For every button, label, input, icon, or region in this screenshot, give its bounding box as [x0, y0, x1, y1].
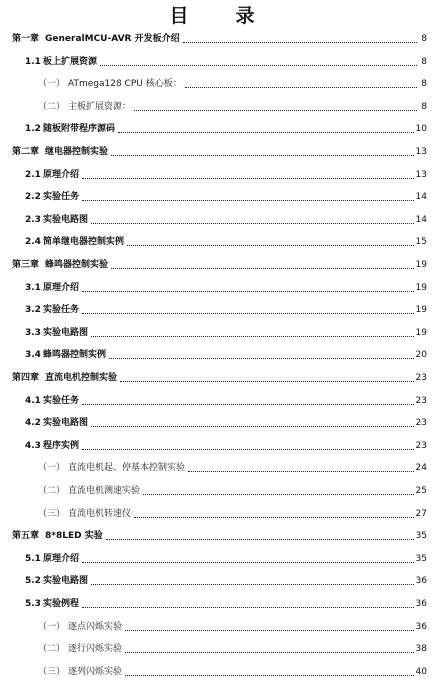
toc-entry-number: 2.4: [25, 237, 41, 248]
toc-entry-label: [0, 508, 131, 520]
toc-entry-label: [0, 485, 140, 497]
toc-entry-text: 蜂鸣器控制实验: [45, 260, 109, 270]
toc-entry-text: 原理介绍: [43, 282, 80, 293]
dot-leader: [82, 291, 414, 292]
toc-subsection-entry[interactable]: [0, 504, 438, 520]
dot-leader: [134, 110, 417, 111]
toc-entry-text: 板上扩展资源: [43, 56, 98, 67]
toc-entry-number: 3.2: [25, 305, 41, 316]
toc-entry-label: [0, 169, 79, 181]
toc-page-number: 40: [415, 666, 427, 677]
dot-leader: [106, 539, 414, 540]
toc-entry-label: [0, 56, 97, 68]
toc-page-number: 19: [415, 260, 427, 270]
toc-entry-text: 直流电机测速实验: [68, 486, 141, 496]
toc-entry-label: [0, 598, 79, 610]
toc-entry-text: 原理介绍: [43, 169, 80, 180]
toc-entry-number: 第五章: [12, 531, 40, 542]
dot-leader: [91, 336, 414, 337]
toc-entry-text: 简单继电器控制实例: [43, 237, 125, 248]
toc-section-entry[interactable]: [0, 413, 438, 429]
toc-entry-number: （二）: [38, 486, 66, 496]
dot-leader: [91, 223, 414, 224]
toc-entry-number: 4.2: [25, 418, 41, 429]
toc-entry-text: GeneralMCU-AVR 开发板介绍: [45, 34, 180, 44]
toc-page-number: 36: [415, 576, 427, 587]
toc-entry-text: 实验任务: [43, 192, 80, 203]
toc-entry-label: [0, 643, 122, 655]
dot-leader: [82, 200, 414, 201]
dot-leader: [125, 652, 414, 653]
toc-entry-number: （三）: [38, 508, 66, 519]
toc-entry-number: （二）: [38, 644, 66, 655]
toc-entry-number: 2.3: [25, 214, 41, 225]
toc-entry-text: ATmega128 CPU 核心板：: [68, 79, 182, 90]
toc-subsection-entry[interactable]: [0, 458, 438, 474]
toc-page-number: 35: [415, 553, 427, 564]
toc-page-number: 35: [415, 531, 427, 542]
toc-section-entry[interactable]: [0, 52, 438, 68]
toc-section-entry[interactable]: [0, 549, 438, 565]
toc-entry-number: （一）: [38, 621, 66, 632]
toc-entry-text: 主板扩展资源：: [68, 101, 132, 112]
toc-entry-label: [0, 282, 79, 294]
dot-leader: [134, 517, 414, 518]
toc-entry-number: 第四章: [12, 373, 40, 383]
toc-entry-label: [0, 666, 122, 678]
toc-page-number: 23: [415, 440, 427, 451]
toc-entry-text: 直流电机起、停基本控制实验: [68, 463, 186, 474]
toc-page-number: 38: [415, 644, 427, 655]
toc-chapter-entry[interactable]: [0, 255, 438, 271]
toc-entry-text: 8*8LED 实验: [45, 531, 103, 542]
dot-leader: [120, 381, 414, 382]
toc-entry-number: 2.2: [25, 192, 41, 203]
toc-page-number: 36: [415, 599, 427, 609]
toc-entry-number: 5.2: [25, 576, 41, 587]
toc-entry-text: 实验电路图: [43, 418, 89, 429]
toc-entry-text: 逐列闪烁实验: [68, 666, 123, 677]
toc-entry-number: （一）: [38, 79, 66, 90]
toc-entry-label: [0, 440, 79, 452]
toc-entry-label: [0, 621, 122, 633]
toc-entry-text: 直流电机控制实验: [45, 373, 118, 383]
toc-entry-label: [0, 575, 88, 587]
toc-page-number: 8: [421, 101, 427, 112]
toc-chapter-entry[interactable]: [0, 142, 438, 158]
toc-entry-number: （一）: [38, 463, 66, 474]
toc-section-entry[interactable]: [0, 571, 438, 587]
dot-leader: [82, 607, 414, 608]
dot-leader: [183, 42, 417, 43]
toc-entry-number: 第一章: [12, 34, 40, 44]
toc-section-entry[interactable]: [0, 278, 438, 294]
toc-entry-label: [0, 236, 124, 248]
dot-leader: [185, 87, 417, 88]
toc-entry-label: [0, 372, 117, 384]
toc-entry-text: 实验电路图: [43, 214, 89, 225]
toc-entry-number: 2.1: [25, 169, 41, 180]
toc-entry-text: 实验任务: [43, 395, 80, 406]
toc-entry-text: 程序实例: [43, 440, 80, 451]
toc-entry-label: [0, 304, 79, 316]
toc-section-entry[interactable]: [0, 391, 438, 407]
dot-leader: [82, 449, 414, 450]
toc-page-number: 8: [421, 79, 427, 90]
toc-entry-label: [0, 553, 79, 565]
toc-entry-text: 原理介绍: [43, 553, 80, 564]
dot-leader: [111, 268, 414, 269]
toc-title: 目 录: [169, 5, 269, 27]
toc-entry-label: [0, 146, 108, 158]
dot-leader: [118, 132, 414, 133]
dot-leader: [82, 313, 414, 314]
toc-entry-text: 随板附带程序源码: [43, 124, 116, 135]
toc-entry-label: [0, 101, 131, 113]
toc-section-entry[interactable]: [0, 594, 438, 610]
toc-entry-text: 继电器控制实验: [45, 147, 109, 157]
toc-entry-number: （二）: [38, 101, 66, 112]
toc-section-entry[interactable]: [0, 323, 438, 339]
toc-entry-number: 第三章: [12, 260, 40, 270]
toc-page-number: 19: [415, 305, 427, 316]
toc-page-number: 19: [415, 327, 427, 338]
toc-page-number: 13: [415, 147, 427, 157]
toc-entry-text: 逐点闪烁实验: [68, 621, 123, 632]
toc-subsection-entry[interactable]: [0, 481, 438, 497]
toc-subsection-entry[interactable]: [0, 662, 438, 678]
toc-entry-text: 逐行闪烁实验: [68, 644, 123, 655]
toc-page-number: 27: [415, 508, 427, 519]
toc-page-number: 14: [415, 214, 427, 225]
toc-page-number: 19: [415, 282, 427, 293]
toc-chapter-entry[interactable]: [0, 526, 438, 542]
dot-leader: [82, 562, 414, 563]
toc-chapter-entry[interactable]: [0, 368, 438, 384]
toc-page-number: 25: [415, 486, 427, 496]
toc-page-number: 24: [415, 463, 427, 474]
toc-entry-label: [0, 78, 182, 90]
toc-entry-text: 直流电机转速仪: [68, 508, 132, 519]
toc-entry-number: 3.1: [25, 282, 41, 293]
toc-entry-number: （三）: [38, 666, 66, 677]
toc-entry-number: 4.1: [25, 395, 41, 406]
toc-section-entry[interactable]: [0, 210, 438, 226]
dot-leader: [111, 155, 414, 156]
toc-section-entry[interactable]: [0, 119, 438, 135]
toc-entry-text: 实验电路图: [43, 576, 89, 587]
toc-entry-number: 5.3: [25, 599, 41, 609]
toc-section-entry[interactable]: [0, 232, 438, 248]
toc-entry-label: [0, 123, 115, 135]
toc-entry-text: 实验电路图: [43, 327, 89, 338]
toc-subsection-entry[interactable]: [0, 639, 438, 655]
toc-entry-text: 实验任务: [43, 305, 80, 316]
toc-page-number: 8: [421, 34, 427, 44]
toc-entry-number: 3.4: [25, 350, 41, 361]
toc-entry-label: [0, 259, 108, 271]
dot-leader: [109, 358, 414, 359]
toc-section-entry[interactable]: [0, 165, 438, 181]
toc-entry-text: 蜂鸣器控制实例: [43, 350, 107, 361]
toc-section-entry[interactable]: [0, 187, 438, 203]
toc-page-number: 15: [415, 237, 427, 248]
dot-leader: [188, 471, 414, 472]
toc-entry-label: [0, 327, 88, 339]
toc-entry-number: 1.1: [25, 56, 41, 67]
toc-entry-label: [0, 462, 185, 474]
toc-page-number: 10: [415, 124, 427, 135]
dot-leader: [91, 584, 414, 585]
toc-entry-label: [0, 214, 88, 226]
toc-entry-label: [0, 395, 79, 407]
dot-leader: [100, 65, 417, 66]
dot-leader: [127, 245, 414, 246]
toc-page-number: 14: [415, 192, 427, 203]
toc-page-number: 36: [415, 621, 427, 632]
toc-section-entry[interactable]: [0, 345, 438, 361]
toc-page-number: 20: [415, 350, 427, 361]
toc-entry-number: 5.1: [25, 553, 41, 564]
dot-leader: [82, 178, 414, 179]
toc-entry-text: 实验例程: [43, 599, 80, 609]
toc-entry-number: 1.2: [25, 124, 41, 135]
toc-entry-label: [0, 191, 79, 203]
toc-page-number: 8: [421, 56, 427, 67]
toc-page-number: 23: [415, 418, 427, 429]
toc-entry-label: [0, 530, 103, 542]
toc-page-number: 13: [415, 169, 427, 180]
dot-leader: [125, 675, 414, 676]
toc-entry-label: [0, 33, 180, 45]
toc-page-number: 23: [415, 395, 427, 406]
toc-subsection-entry[interactable]: [0, 97, 438, 113]
toc-chapter-entry[interactable]: [0, 29, 438, 45]
toc-entry-number: 第二章: [12, 147, 40, 157]
toc-entry-number: 4.3: [25, 440, 41, 451]
toc-page-number: 23: [415, 373, 427, 383]
dot-leader: [82, 404, 414, 405]
toc-section-entry[interactable]: [0, 436, 438, 452]
dot-leader: [143, 494, 414, 495]
toc-entry-label: [0, 417, 88, 429]
toc-subsection-entry[interactable]: [0, 617, 438, 633]
toc-subsection-entry[interactable]: [0, 74, 438, 90]
toc-section-entry[interactable]: [0, 300, 438, 316]
dot-leader: [91, 426, 414, 427]
dot-leader: [125, 630, 414, 631]
toc-entry-label: [0, 349, 106, 361]
toc-entry-number: 3.3: [25, 327, 41, 338]
